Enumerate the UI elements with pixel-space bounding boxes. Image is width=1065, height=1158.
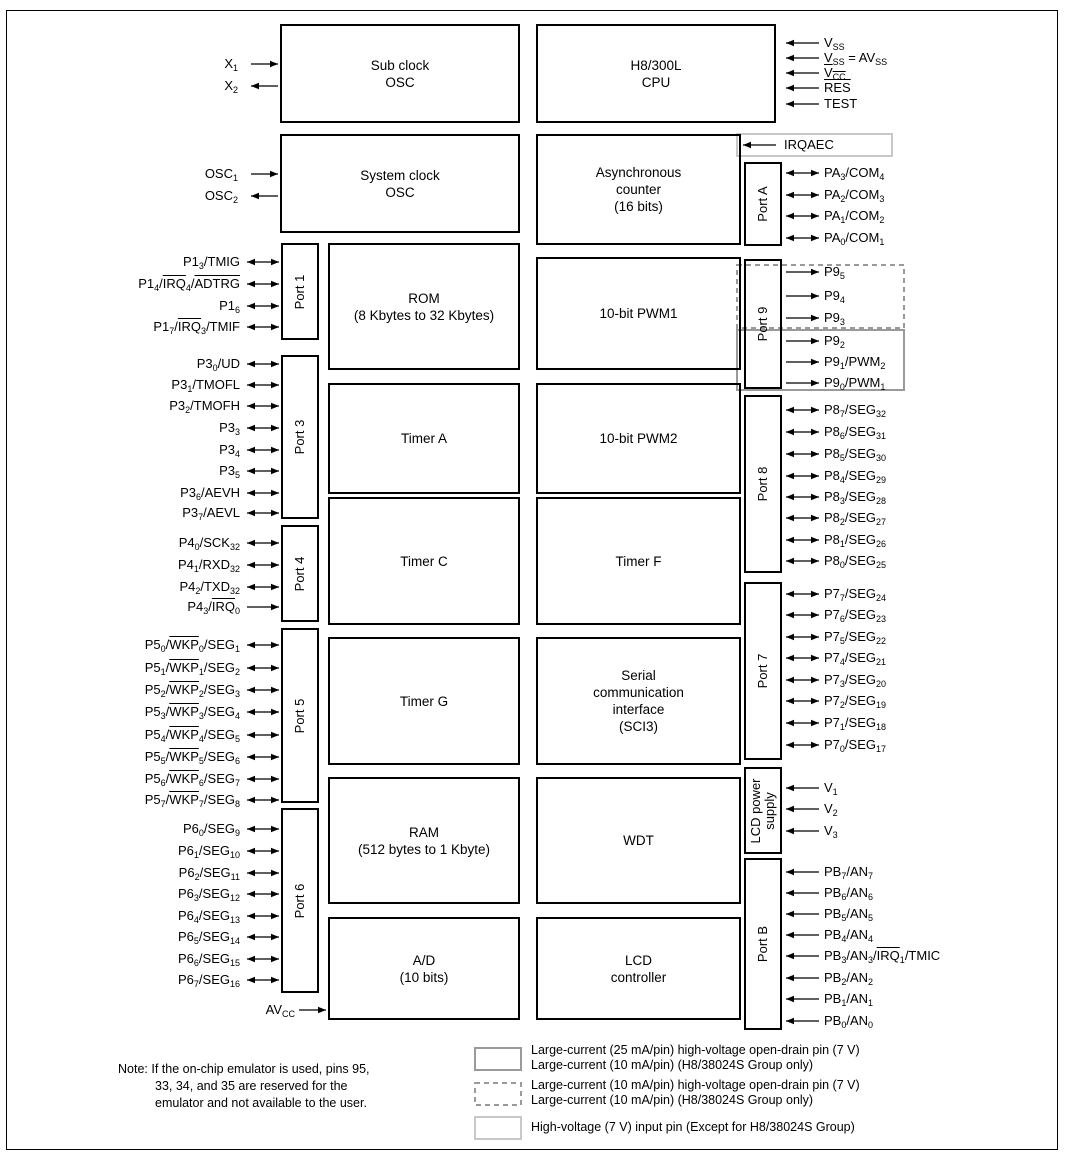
- legend-solid-text: [531, 1043, 860, 1073]
- block-label: Timer G: [399, 693, 449, 709]
- pin-label-pb5-an5: $PB_5/AN_5$: [824, 906, 874, 923]
- pin-label-p16: $P1_6$: [219, 298, 240, 315]
- port-box-port5: [281, 628, 319, 803]
- pin-label-p83-seg28: $P8_3/SEG_{28}$: [824, 489, 887, 506]
- pin-label-pb7-an7: $PB_7/AN_7$: [824, 864, 874, 881]
- pin-label-vss: $V_{SS}$: [824, 35, 845, 52]
- block-lcd-controller: [536, 917, 741, 1020]
- pin-label-p30-ud: $P3_0/UD$: [196, 356, 240, 373]
- pin-label-vss-avss: $V_{SS} = AV_{SS}$: [824, 50, 888, 67]
- block-label: System clock OSC: [360, 167, 440, 200]
- pin-label-p66-seg15: $P6_6/SEG_{15}$: [177, 951, 240, 968]
- port-label: Port 3: [292, 419, 307, 455]
- pin-label-p43-irq0: $P4_3/\overline{IRQ}_0$: [187, 599, 240, 616]
- pin-label-p33: $P3_3$: [219, 420, 240, 437]
- note-line: emulator and not available to the user.: [155, 1096, 367, 1110]
- port-label: Port 6: [292, 883, 307, 918]
- legend-light-swatch: [475, 1117, 521, 1139]
- port-box-port4: [281, 525, 319, 622]
- pin-label-osc1: $OSC_1$: [204, 166, 238, 183]
- pin-label-p93: $P9_3$: [824, 310, 845, 327]
- pin-label-p51-wkp1-seg2: $P5_1/\overline{WKP}_1/SEG_2$: [144, 660, 240, 677]
- port-box-port1: [281, 243, 319, 340]
- legend-light-line1: High-voltage (7 V) input pin (Except for H8/38024S Group): [531, 1120, 855, 1134]
- block-async-counter: [536, 134, 741, 245]
- pin-label-x2: $X_2$: [224, 78, 238, 95]
- pin-label-pa1-com2: $PA_1/COM_2$: [824, 208, 885, 225]
- port-label: LCD power supply: [748, 777, 777, 844]
- pin-label-vcc: $V_{CC}$: [824, 65, 846, 82]
- block-label: 10-bit PWM1: [599, 306, 678, 321]
- port-box-portb: [744, 858, 782, 1030]
- pin-label-p14-irq4-adtrg: $P1_4/\overline{IRQ}_4$/ADTRG: [138, 276, 240, 293]
- legend-dashed-line1: Large-current (10 mA/pin) high-voltage open-drain pin (7 V): [531, 1078, 860, 1092]
- pin-label-p36-aevh: $P3_6$/AEVH: [180, 485, 240, 502]
- block-ram: [328, 777, 520, 904]
- pin-label-pb1-an1: $PB_1/AN_1$: [824, 991, 874, 1008]
- pin-label-p37-aevl: $P3_7$/AEVL: [182, 505, 240, 522]
- pin-label-p74-seg21: $P7_4/SEG_{21}$: [824, 650, 887, 667]
- legend-light-text: [531, 1120, 855, 1135]
- pin-label-p34: $P3_4$: [219, 442, 240, 459]
- port-box-port6: [281, 808, 319, 993]
- port-label: Port 1: [292, 274, 307, 309]
- pin-label-p91-pwm2: $P9_1/PWM_2$: [824, 354, 886, 371]
- port-box-port7: [744, 582, 782, 760]
- block-sci3: [536, 637, 741, 765]
- block-label: Sub clock OSC: [370, 57, 430, 90]
- pin-label-pa0-com1: $PA_0/COM_1$: [824, 230, 885, 247]
- emulator-note: [118, 1061, 370, 1112]
- pin-label-p41-rxd32: $P4_1/RXD_{32}$: [178, 557, 240, 574]
- block-timer-a: [328, 383, 520, 494]
- block-label: WDT: [623, 833, 654, 848]
- pin-label-p72-seg19: $P7_2/SEG_{19}$: [824, 693, 887, 710]
- pin-label-p53-wkp3-seg4: $P5_3/\overline{WKP}_3/SEG_4$: [144, 704, 240, 721]
- pin-label-v1: $V_1$: [824, 780, 838, 797]
- block-label: LCD controller: [610, 952, 667, 985]
- block-timer-c: [328, 497, 520, 625]
- pin-label-pb0-an0: $PB_0/AN_0$: [824, 1013, 874, 1030]
- pin-label-p35: $P3_5$: [219, 463, 240, 480]
- port-label: Port 4: [292, 556, 307, 591]
- pin-label-p60-seg9: $P6_0/SEG_9$: [182, 821, 240, 838]
- pin-label-p56-wkp6-seg7: $P5_6/\overline{WKP}_6/SEG_7$: [144, 771, 240, 788]
- pin-label-p40-sck32: $P4_0/SCK_{32}$: [178, 535, 240, 552]
- port-label: Port 7: [755, 653, 770, 689]
- pin-label-p77-seg24: $P7_7/SEG_{24}$: [824, 586, 887, 603]
- pin-label-p80-seg25: $P8_0/SEG_{25}$: [824, 553, 887, 570]
- port-box-port9: [744, 259, 782, 389]
- pin-label-pb2-an2: $PB_2/AN_2$: [824, 970, 874, 987]
- pin-label-p65-seg14: $P6_5/SEG_{14}$: [177, 929, 240, 946]
- pin-label-p13-tmig: $P1_3$/TMIG: [182, 254, 240, 271]
- pin-label-p82-seg27: $P8_2/SEG_{27}$: [824, 510, 887, 527]
- pin-label-v3: $V_3$: [824, 823, 838, 840]
- pin-label-irqaec: IRQAEC: [784, 137, 834, 152]
- port-box-port8: [744, 395, 782, 573]
- block-label: A/D (10 bits): [399, 952, 449, 985]
- block-label: Asynchronous counter (16 bits): [595, 165, 682, 214]
- pin-label-p94: $P9_4$: [824, 288, 845, 305]
- port-label: Port 8: [755, 466, 770, 502]
- block-label: Timer A: [400, 431, 447, 446]
- pin-label-pb4-an4: $PB_4/AN_4$: [824, 927, 874, 944]
- legend-solid-swatch: [475, 1048, 521, 1070]
- pin-label-p90-pwm1: $P9_0/PWM_1$: [824, 375, 886, 392]
- pin-label-p87-seg32: $P8_7/SEG_{32}$: [824, 402, 887, 419]
- pin-label-p86-seg31: $P8_6/SEG_{31}$: [824, 424, 887, 441]
- pin-label-p31-tmofl: $P3_1$/TMOFL: [171, 377, 240, 394]
- legend-dashed-text: [531, 1078, 860, 1108]
- note-line: 33, 34, and 35 are reserved for the: [155, 1079, 348, 1093]
- block-pwm1: [536, 257, 741, 370]
- block-rom: [328, 243, 520, 370]
- pin-label-p54-wkp4-seg5: $P5_4/\overline{WKP}_4/SEG_5$: [144, 727, 240, 744]
- port-label: Port 5: [292, 698, 307, 733]
- block-label: Timer C: [400, 553, 448, 569]
- port-box-porta: [744, 162, 782, 246]
- pin-label-avcc: $AV_{CC}$: [265, 1002, 295, 1019]
- pin-label-p63-seg12: $P6_3/SEG_{12}$: [177, 886, 240, 903]
- pin-label-p64-seg13: $P6_4/SEG_{13}$: [177, 908, 240, 925]
- block-label: ROM (8 Kbytes to 32 Kbytes): [353, 290, 495, 323]
- block-sub-clock: [280, 24, 520, 123]
- block-cpu: [536, 24, 776, 123]
- pin-label-p76-seg23: $P7_6/SEG_{23}$: [824, 607, 887, 624]
- block-timer-g: [328, 637, 520, 765]
- pin-label-p57-wkp7-seg8: $P5_7/\overline{WKP}_7/SEG_8$: [144, 792, 240, 809]
- pin-label-test: TEST: [824, 96, 858, 111]
- pin-label-pa3-com4: $PA_3/COM_4$: [824, 165, 885, 182]
- pin-label-v2: $V_2$: [824, 801, 838, 818]
- port-box-lcd-power: [744, 767, 782, 854]
- pin-label-osc2: $OSC_2$: [204, 188, 238, 205]
- note-line: Note: If the on-chip emulator is used, pins 95,: [118, 1062, 370, 1076]
- pin-label-p73-seg20: $P7_3/SEG_{20}$: [824, 672, 887, 689]
- pin-label-p75-seg22: $P7_5/SEG_{22}$: [824, 629, 887, 646]
- block-label: H8/300L CPU: [630, 57, 682, 90]
- block-label: RAM (512 bytes to 1 Kbyte): [357, 824, 491, 857]
- block-wdt: [536, 777, 741, 904]
- pin-label-p17-irq3-tmif: $P1_7/\overline{IRQ}_3$/TMIF: [153, 319, 240, 336]
- pin-label-pb3-an3-irq1-tmic: $PB_3/AN_3/\overline{IRQ}_1$/TMIC: [824, 948, 941, 965]
- legend-solid-line2: Large-current (10 mA/pin) (H8/38024S Group only): [531, 1058, 814, 1072]
- block-label: Timer F: [615, 553, 662, 569]
- legend-dashed-swatch: [475, 1083, 521, 1105]
- pin-label-p84-seg29: $P8_4/SEG_{29}$: [824, 468, 887, 485]
- pin-label-p50-wkp0-seg1: $P5_0/\overline{WKP}_0/SEG_1$: [144, 637, 240, 654]
- block-system-clock: [280, 134, 520, 233]
- port-box-port3: [281, 355, 319, 519]
- pin-label-p55-wkp5-seg6: $P5_5/\overline{WKP}_5/SEG_6$: [144, 749, 240, 766]
- pin-label-p81-seg26: $P8_1/SEG_{26}$: [824, 532, 887, 549]
- legend-dashed-line2: Large-current (10 mA/pin) (H8/38024S Group only): [531, 1093, 814, 1107]
- pin-label-p92: $P9_2$: [824, 333, 845, 350]
- pin-label-pa2-com3: $PA_2/COM_3$: [824, 187, 885, 204]
- pin-label-pb6-an6: $PB_6/AN_6$: [824, 885, 874, 902]
- pin-label-p95: $P9_5$: [824, 264, 845, 281]
- pin-label-p71-seg18: $P7_1/SEG_{18}$: [824, 715, 887, 732]
- block-pwm2: [536, 383, 741, 494]
- pin-label-res: $\overline{RES}$: [824, 80, 851, 95]
- pin-label-p42-txd32: $P4_2/TXD_{32}$: [179, 579, 240, 596]
- pin-label-p62-seg11: $P6_2/SEG_{11}$: [178, 865, 240, 882]
- block-label: Serial communication interface (SCI3): [593, 668, 684, 734]
- pin-label-p52-wkp2-seg3: $P5_2/\overline{WKP}_2/SEG_3$: [144, 682, 240, 699]
- pin-label-p85-seg30: $P8_5/SEG_{30}$: [824, 446, 887, 463]
- block-label: 10-bit PWM2: [599, 431, 678, 446]
- block-timer-f: [536, 497, 741, 625]
- pin-label-x1: $X_1$: [224, 56, 238, 73]
- pin-label-p67-seg16: $P6_7/SEG_{16}$: [177, 972, 240, 989]
- port-label: Port A: [755, 186, 770, 222]
- pin-label-p32-tmofh: $P3_2$/TMOFH: [169, 398, 240, 415]
- port-label: Port B: [755, 925, 770, 963]
- block-ad: [328, 917, 520, 1020]
- pin-label-p70-seg17: $P7_0/SEG_{17}$: [824, 737, 887, 754]
- pin-label-p61-seg10: $P6_1/SEG_{10}$: [177, 843, 240, 860]
- port-label: Port 9: [755, 306, 770, 342]
- legend-solid-line1: Large-current (25 mA/pin) high-voltage open-drain pin (7 V): [531, 1043, 860, 1057]
